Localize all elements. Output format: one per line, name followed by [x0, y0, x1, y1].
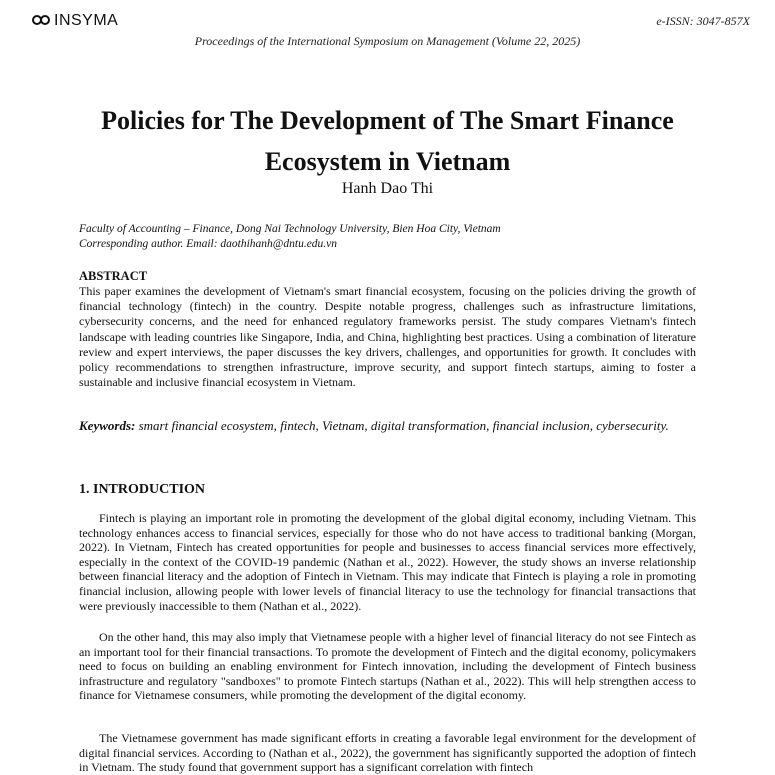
intro-paragraph-2: On the other hand, this may also imply that Vietnamese people with a higher level of financial literacy do not see Fintech as an important tool for their financial transactions. To promote the development of Fintech and the digital economy, policymakers need to focus on building an enabling environment for Fintech innovation, including the development of Fintech business infrastructure and regulatory "sandboxes" to promote Fintech startups (Nathan et al., 2022). This will help strengthen access to finance for Vietnamese consumers, while promoting the development of the digital economy.	[79, 630, 696, 703]
affiliation: Faculty of Accounting – Finance, Dong Nai Technology University, Bien Hoa City, Vietnam	[79, 223, 501, 235]
intro-paragraph-3: The Vietnamese government has made significant efforts in creating a favorable legal environment for the development of digital financial services. According to (Nathan et al., 2022), the government has significantly supported the adoption of fintech in Vietnam. The study found that government support has a significant correlation with fintech	[79, 731, 696, 775]
insyma-logo-mark-icon	[32, 14, 52, 28]
abstract-text: This paper examines the development of Vietnam's smart financial ecosystem, focusing on the policies driving the growth of financial technology (fintech) in the country. Despite notable progress, challenges such as infrastructure limitations, cybersecurity concerns, and the need for enhanced regulatory frameworks persist. The study compares Vietnam's fintech landscape with leading countries like Singapore, India, and China, highlighting best practices. Using a combination of literature review and expert interviews, the paper discusses the key drivers, challenges, and opportunities for growth. It concludes with policy recommendations to strengthen infrastructure, improve security, and support fintech startups, aiming to foster a sustainable and inclusive financial ecosystem in Vietnam.	[79, 284, 696, 390]
abstract-heading: ABSTRACT	[79, 269, 148, 283]
proceedings-header: Proceedings of the International Symposium on Management (Volume 22, 2025)	[194, 34, 581, 48]
keywords-text: smart financial ecosystem, fintech, Vietnam, digital transformation, financial inclusion, cybersecurity.	[138, 418, 669, 433]
affiliation-block	[79, 222, 501, 251]
paper-title: Policies for The Development of The Smart Finance Ecosystem in Vietnam	[101, 106, 674, 176]
issn-label: e-ISSN: 3047-857X	[656, 14, 750, 28]
corresponding-author: Corresponding author. Email: daothihanh@dntu.edu.vn	[79, 237, 338, 250]
keywords-label: Keywords:	[79, 418, 136, 433]
introduction-heading: 1. INTRODUCTION	[79, 482, 206, 497]
keywords-block	[79, 418, 696, 435]
insyma-logo	[32, 12, 118, 30]
paper-author: Hanh Dao Thi	[341, 180, 434, 197]
logo-text: INSYMA	[54, 12, 119, 29]
intro-paragraph-1: Fintech is playing an important role in promoting the development of the global digital economy, including Vietnam. This technology enhances access to financial services, especially for those who do not have access to traditional banking (Morgan, 2022). In Vietnam, Fintech has created opportunities for people and businesses to access financial services more effectively, especially in the context of the COVID-19 pandemic (Nathan et al., 2022). However, the study shows an inverse relationship between financial literacy and the adoption of Fintech in Vietnam. This may indicate that Fintech is playing a role in promoting financial inclusion, allowing people with lower levels of financial literacy to use the technology for financial transactions that were previously inaccessible to them (Nathan et al., 2022).	[79, 511, 696, 613]
